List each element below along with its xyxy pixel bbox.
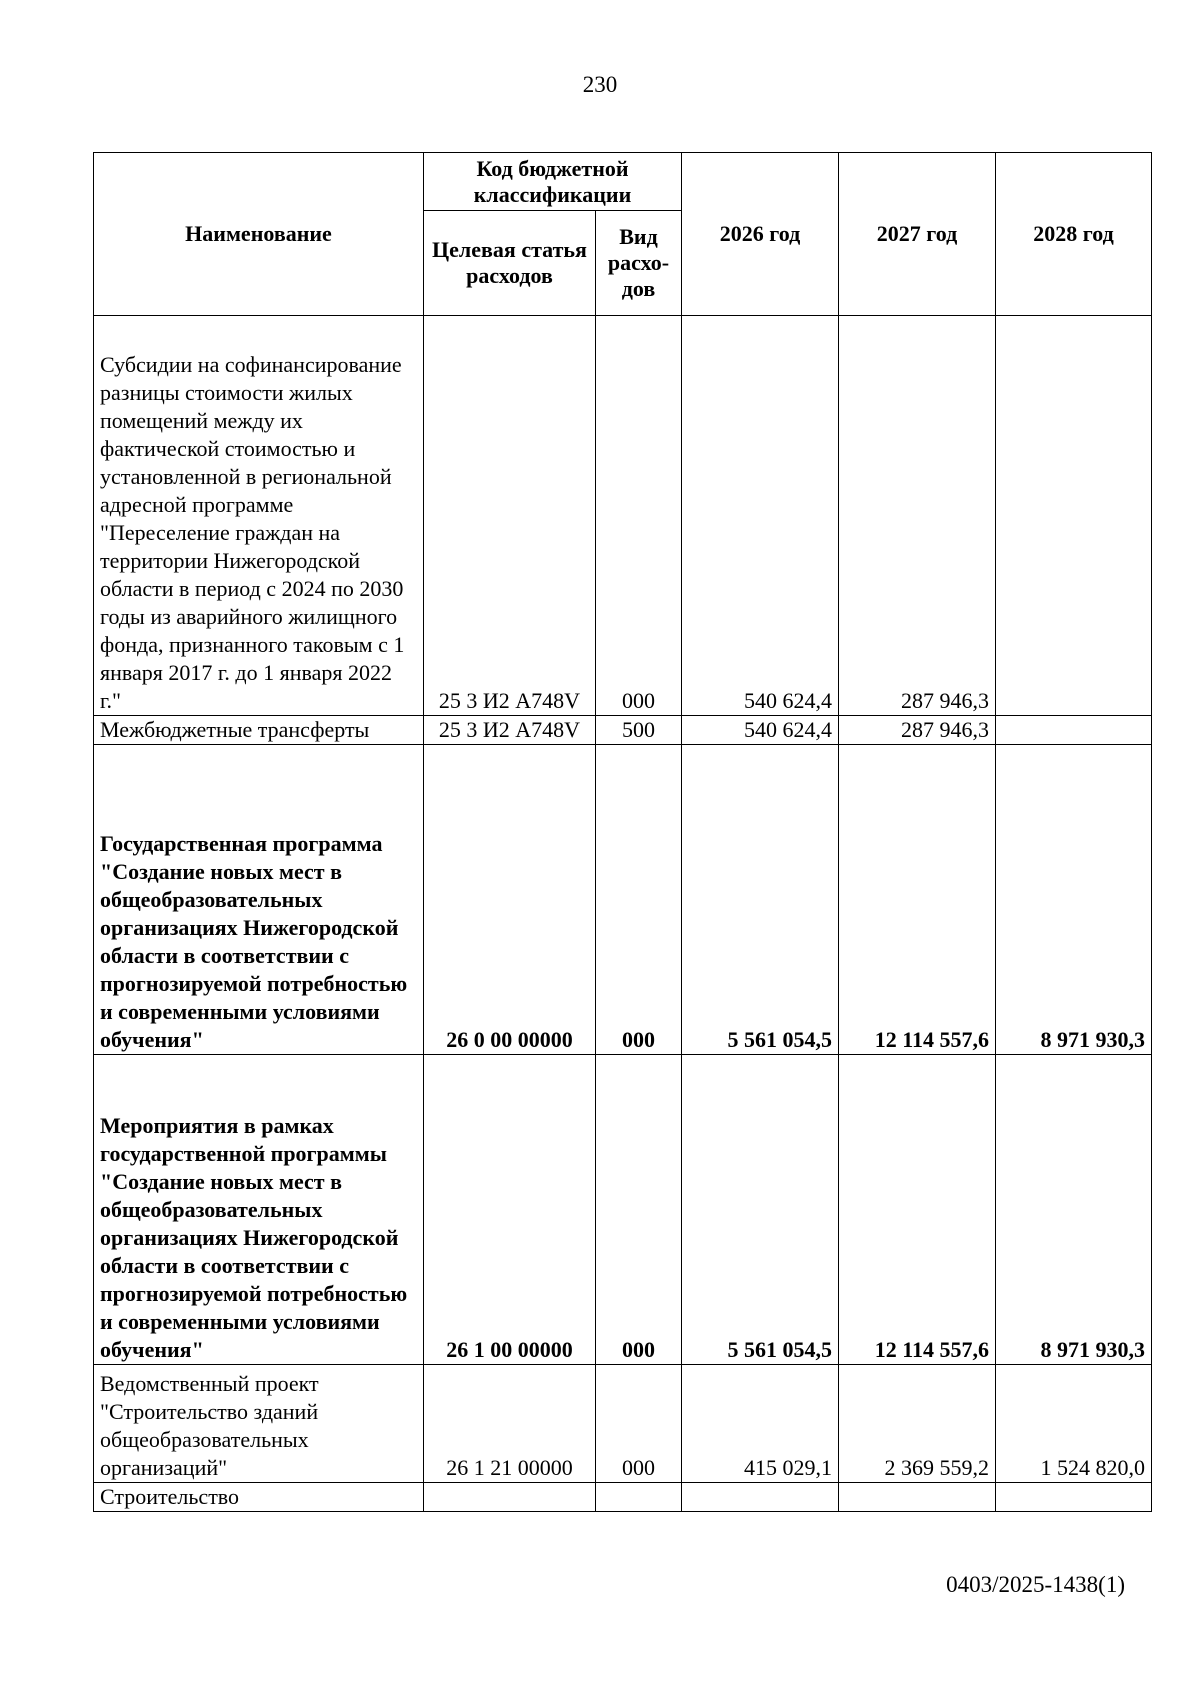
row-value-2026: 5 561 054,5	[682, 745, 839, 1055]
header-2027: 2027 год	[839, 153, 996, 316]
row-name: Мероприятия в рамках государственной программы "Создание новых мест в общеобразовательных организациях Нижегородской области в соответствии с прогнозируемой потребностью и современными условиями обучения"	[94, 1055, 424, 1365]
row-value-2028: 1 524 820,0	[996, 1365, 1152, 1483]
row-value-2028	[996, 316, 1152, 716]
table-row	[94, 745, 1152, 1055]
row-value-2027: 12 114 557,6	[839, 745, 996, 1055]
row-code: 26 1 00 00000	[424, 1055, 596, 1365]
document-code: 0403/2025-1438(1)	[946, 1572, 1125, 1597]
row-code: 26 0 00 00000	[424, 745, 596, 1055]
row-value-2027: 287 946,3	[839, 716, 996, 745]
row-value-2028: 8 971 930,3	[996, 1055, 1152, 1365]
row-value-2027: 12 114 557,6	[839, 1055, 996, 1365]
row-name: Ведомственный проект "Строительство зданий общеобразовательных организаций"	[94, 1365, 424, 1483]
table-row	[94, 1055, 1152, 1365]
table-row	[94, 316, 1152, 716]
row-value-2028	[996, 716, 1152, 745]
budget-table	[93, 152, 1152, 1512]
row-code: 25 3 И2 А748V	[424, 316, 596, 716]
row-code: 26 1 21 00000	[424, 1365, 596, 1483]
row-value-2027: 2 369 559,2	[839, 1365, 996, 1483]
row-kind: 000	[596, 745, 682, 1055]
row-name: Государственная программа "Создание новых мест в общеобразовательных организациях Нижегородской области в соответствии с прогнозируемой потребностью и современными условиями обучения"	[94, 745, 424, 1055]
row-name: Субсидии на софинансирование разницы стоимости жилых помещений между их фактической стоимостью и установленной в региональной адресной программе "Переселение граждан на территории Нижегородской области в период с 2024 по 2030 годы из аварийного жилищного фонда, признанного таковым с 1 января 2017 г. до 1 января 2022 г."	[94, 316, 424, 716]
row-kind: 500	[596, 716, 682, 745]
row-code: 25 3 И2 А748V	[424, 716, 596, 745]
header-name: Наименование	[94, 153, 424, 316]
row-name: Строительство	[94, 1483, 424, 1512]
header-row-top	[94, 153, 1152, 211]
table-row	[94, 1483, 1152, 1512]
table-row	[94, 716, 1152, 745]
table-row	[94, 1365, 1152, 1483]
header-2026: 2026 год	[682, 153, 839, 316]
row-kind	[596, 1483, 682, 1512]
row-value-2027	[839, 1483, 996, 1512]
row-kind: 000	[596, 1365, 682, 1483]
row-code	[424, 1483, 596, 1512]
row-value-2027: 287 946,3	[839, 316, 996, 716]
row-value-2028	[996, 1483, 1152, 1512]
row-value-2026: 415 029,1	[682, 1365, 839, 1483]
header-2028: 2028 год	[996, 153, 1152, 316]
row-value-2026: 540 624,4	[682, 316, 839, 716]
row-kind: 000	[596, 1055, 682, 1365]
page-number: 230	[582, 72, 618, 97]
row-value-2026: 540 624,4	[682, 716, 839, 745]
row-name: Межбюджетные трансферты	[94, 716, 424, 745]
row-value-2028: 8 971 930,3	[996, 745, 1152, 1055]
header-target-article: Целевая статья расходов	[424, 211, 596, 316]
row-value-2026: 5 561 054,5	[682, 1055, 839, 1365]
row-kind: 000	[596, 316, 682, 716]
header-budget-code: Код бюджетной классификации	[424, 153, 682, 211]
header-expense-kind: Вид расхо-дов	[596, 211, 682, 316]
row-value-2026	[682, 1483, 839, 1512]
